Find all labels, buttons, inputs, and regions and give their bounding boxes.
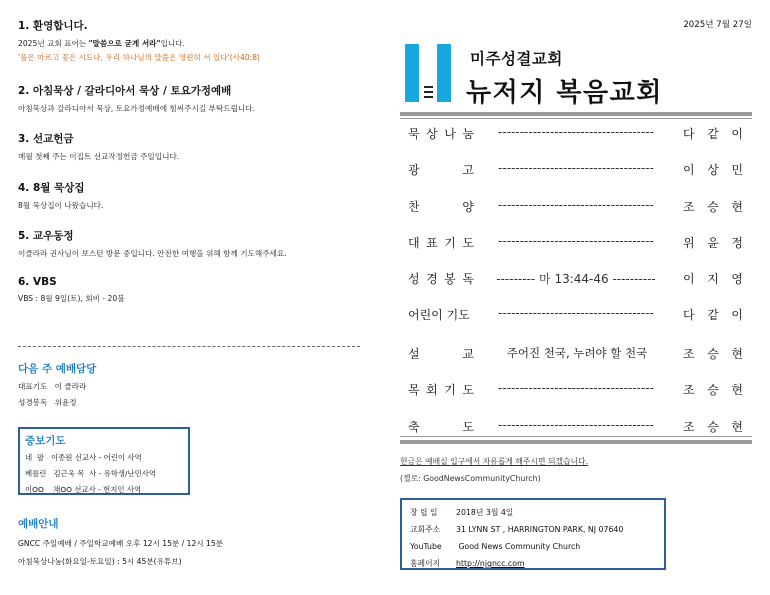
church-name: 뉴저지 복음교회 — [466, 78, 663, 108]
order-bottom-rule-thin — [400, 436, 752, 437]
order-person: 이 지 영 — [683, 272, 743, 286]
order-row — [400, 198, 752, 218]
order-row — [400, 381, 752, 401]
order-fill: ------------------------------------ — [498, 198, 654, 212]
order-row — [400, 125, 752, 145]
order-fill: ------------------------------------ — [498, 234, 654, 248]
church-denomination: 미주성결교회 — [470, 50, 563, 68]
announcement-title: 6. VBS — [18, 276, 57, 288]
order-role: 대 표 기 도 — [408, 236, 474, 250]
order-fill: ------------------------------------ — [498, 125, 654, 139]
announcement-welcome — [18, 18, 363, 65]
bulletin-date: 2025년 7월 27일 — [683, 20, 752, 30]
service-info-section — [18, 516, 223, 571]
service-info-row: GNCC 주일예배 / 주일학교예배 오후 12시 15분 / 12시 15분 — [18, 539, 224, 548]
announcement-devotional-book — [18, 180, 363, 213]
announcement-body: VBS : 8월 9일(토), 회비 - 20불 — [18, 294, 125, 303]
announcement-body: 매월 첫째 주는 이집트 선교작정헌금 주일입니다. — [18, 152, 180, 161]
sermon-title: 주어진 천국, 누려야 할 천국 — [506, 346, 648, 360]
service-info-heading: 예배안내 — [18, 518, 59, 530]
motto-pre: 2025년 교회 표어는 — [18, 39, 89, 48]
info-row-youtube: YouTube Good News Community Church — [410, 542, 581, 551]
order-row — [400, 418, 752, 438]
intercession-row: 네 팔 이종원 선교사 - 어린이 사역 — [25, 453, 142, 462]
order-role: 성 경 봉 독 — [408, 272, 474, 286]
order-person: 조 승 현 — [683, 420, 743, 434]
divider — [18, 346, 360, 347]
order-role: 어린이 기도 — [408, 308, 470, 322]
intercession-row: 이OO 채OO 선교사 - 현지인 사역 — [25, 485, 142, 494]
order-role: 설 교 — [408, 347, 474, 361]
order-fill: ------------------------------------ — [498, 381, 654, 395]
announcement-title: 1. 환영합니다. — [18, 20, 88, 32]
next-week-row: 대표기도 이 클라라 — [18, 382, 87, 391]
order-top-rule — [400, 112, 752, 116]
church-info-box — [400, 498, 666, 570]
service-info-row: 아침묵상나눔(화요일-토요일) : 5시 45분(유튜브) — [18, 557, 182, 566]
announcement-title: 3. 선교헌금 — [18, 133, 74, 145]
order-person: 조 승 현 — [683, 347, 743, 361]
offering-note: 헌금은 예배실 입구에서 자유롭게 해주시면 되겠습니다. — [400, 457, 589, 466]
order-row — [400, 234, 752, 254]
next-week-heading: 다음 주 예배담당 — [18, 363, 97, 375]
order-row — [400, 345, 752, 365]
order-top-rule-thin — [400, 118, 752, 119]
order-role: 축 도 — [408, 420, 474, 434]
intercession-box — [18, 427, 190, 495]
order-fill: ------------------------------------ — [498, 418, 654, 432]
order-person: 다 같 이 — [683, 308, 743, 322]
announcement-body: 8월 묵상집이 나왔습니다. — [18, 201, 104, 210]
order-person: 이 상 민 — [683, 163, 743, 177]
order-role: 광 고 — [408, 163, 474, 177]
order-fill: ------------------------------------ — [498, 306, 654, 320]
church-logo — [403, 44, 463, 104]
order-row — [400, 161, 752, 181]
announcement-devotion — [18, 83, 363, 116]
announcement-body: 아침묵상과 갈라디아서 묵상, 토요가정예배에 힘써주시길 부탁드립니다. — [18, 104, 255, 113]
intercession-heading: 중보기도 — [25, 435, 66, 447]
announcement-title: 4. 8월 묵상집 — [18, 182, 85, 194]
intercession-row: 베를린 김근욱 목 사 - 유학생/난민사역 — [25, 469, 157, 478]
order-role: 목 회 기 도 — [408, 383, 474, 397]
order-fill: --------- 마 13:44-46 ---------- — [496, 272, 656, 286]
info-row-founded: 창 립 일 2018년 3월 4일 — [410, 508, 514, 517]
announcement-title: 5. 교우동정 — [18, 230, 74, 242]
offering-zelle: (젤로: GoodNewsCommunityChurch) — [400, 474, 541, 483]
order-bottom-rule — [400, 440, 752, 444]
order-person: 조 승 현 — [683, 383, 743, 397]
order-person: 조 승 현 — [683, 200, 743, 214]
announcement-mission — [18, 131, 363, 164]
announcement-members-news — [18, 228, 363, 261]
order-role: 찬 양 — [408, 200, 474, 214]
verse-text: '풀은 마르고 꽃은 시드나, 우리 하나님의 말씀은 영원히 서 있다'(사40:8) — [18, 53, 261, 62]
info-row-address: 교회주소 31 LYNN ST , HARRINGTON PARK, NJ 07640 — [410, 525, 624, 534]
order-role: 묵 상 나 눔 — [408, 127, 474, 141]
order-person: 위 윤 정 — [683, 236, 743, 250]
motto-text: "말씀으로 굳게 서라" — [88, 39, 161, 48]
announcement-title: 2. 아침묵상 / 갈라디아서 묵상 / 토요가정예배 — [18, 85, 232, 97]
info-row-homepage: 홈페이지 http://njgncc.com — [410, 559, 525, 568]
order-fill: ------------------------------------ — [498, 161, 654, 175]
order-row — [400, 270, 752, 290]
order-row — [400, 306, 752, 326]
next-week-row: 성경봉독 위윤정 — [18, 398, 77, 407]
announcement-vbs — [18, 276, 363, 306]
order-person: 다 같 이 — [683, 127, 743, 141]
homepage-link[interactable]: http://njgncc.com — [456, 559, 525, 568]
motto-post: 입니다. — [160, 39, 185, 48]
next-week-section — [18, 361, 96, 411]
announcement-body: 이클라라 권사님이 보스턴 방문 중입니다. 안전한 여행을 위해 함께 기도해주세요. — [18, 249, 287, 258]
